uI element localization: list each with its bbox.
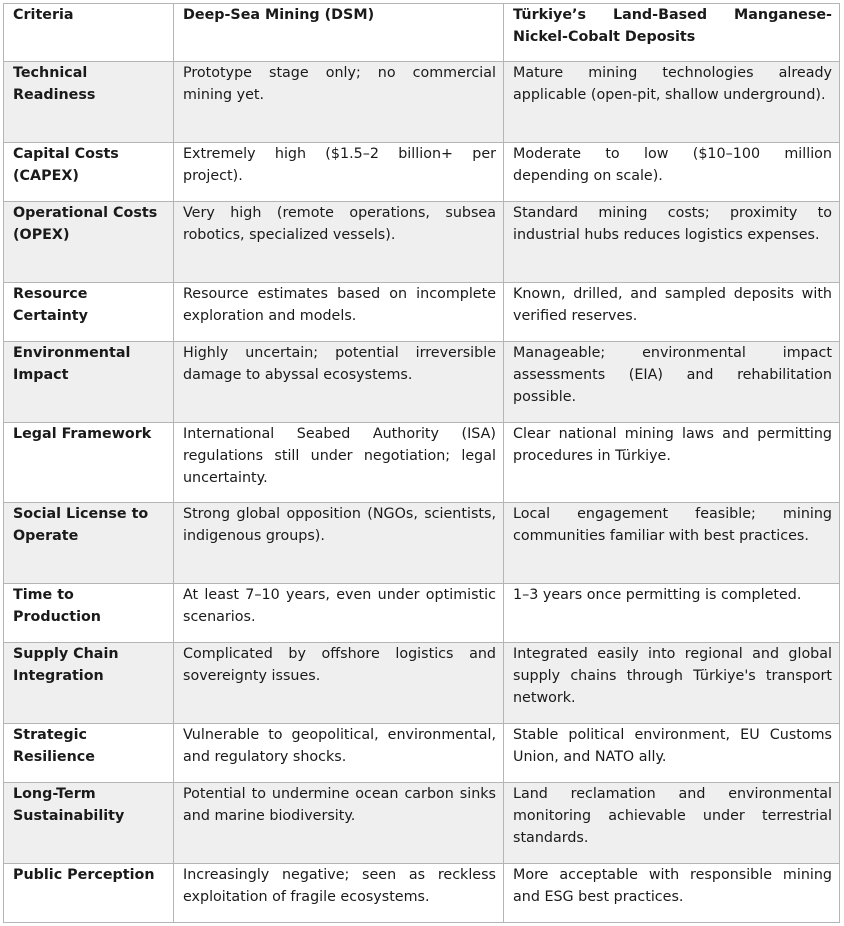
turkiye-cell: More acceptable with responsible mining and ESG best practices. — [504, 864, 840, 923]
turkiye-cell: Known, drilled, and sampled deposits with verified reserves. — [504, 283, 840, 342]
dsm-cell: Very high (remote operations, subsea robotics, specialized vessels). — [174, 202, 504, 283]
table-row — [4, 342, 840, 423]
turkiye-cell: Mature mining technologies already applicable (open-pit, shallow underground). — [504, 62, 840, 143]
turkiye-cell: Land reclamation and environmental monitoring achievable under terrestrial standards. — [504, 783, 840, 864]
table-row — [4, 783, 840, 864]
table-row — [4, 283, 840, 342]
dsm-cell: Strong global opposition (NGOs, scientists, indigenous groups). — [174, 503, 504, 584]
criteria-cell: Capital Costs (CAPEX) — [4, 143, 174, 202]
dsm-cell: International Seabed Authority (ISA) regulations still under negotiation; legal uncertainty. — [174, 423, 504, 503]
table-row — [4, 143, 840, 202]
dsm-cell: At least 7–10 years, even under optimistic scenarios. — [174, 584, 504, 643]
table-row — [4, 62, 840, 143]
turkiye-cell: Manageable; environmental impact assessments (EIA) and rehabilitation possible. — [504, 342, 840, 423]
turkiye-cell: Integrated easily into regional and global supply chains through Türkiye's transport network. — [504, 643, 840, 724]
dsm-cell: Resource estimates based on incomplete exploration and models. — [174, 283, 504, 342]
criteria-cell: Supply Chain Integration — [4, 643, 174, 724]
header-dsm: Deep-Sea Mining (DSM) — [174, 4, 504, 62]
criteria-cell: Technical Readiness — [4, 62, 174, 143]
header-criteria: Criteria — [4, 4, 174, 62]
table-row — [4, 423, 840, 503]
dsm-cell: Highly uncertain; potential irreversible damage to abyssal ecosystems. — [174, 342, 504, 423]
turkiye-cell: Stable political environment, EU Customs Union, and NATO ally. — [504, 724, 840, 783]
header-turkiye: Türkiye’s Land-Based Manganese-Nickel-Cobalt Deposits — [504, 4, 840, 62]
criteria-cell: Resource Certainty — [4, 283, 174, 342]
turkiye-cell: 1–3 years once permitting is completed. — [504, 584, 840, 643]
turkiye-cell: Moderate to low ($10–100 million depending on scale). — [504, 143, 840, 202]
dsm-cell: Extremely high ($1.5–2 billion+ per project). — [174, 143, 504, 202]
dsm-cell: Potential to undermine ocean carbon sinks and marine biodiversity. — [174, 783, 504, 864]
criteria-cell: Strategic Resilience — [4, 724, 174, 783]
comparison-table — [3, 3, 840, 923]
dsm-cell: Vulnerable to geopolitical, environmental, and regulatory shocks. — [174, 724, 504, 783]
criteria-cell: Time to Production — [4, 584, 174, 643]
criteria-cell: Social License to Operate — [4, 503, 174, 584]
turkiye-cell: Local engagement feasible; mining communities familiar with best practices. — [504, 503, 840, 584]
criteria-cell: Operational Costs (OPEX) — [4, 202, 174, 283]
dsm-cell: Prototype stage only; no commercial mining yet. — [174, 62, 504, 143]
table-row — [4, 864, 840, 923]
table-row — [4, 503, 840, 584]
criteria-cell: Environmental Impact — [4, 342, 174, 423]
table-row — [4, 202, 840, 283]
table-row — [4, 724, 840, 783]
table-row — [4, 643, 840, 724]
criteria-cell: Legal Framework — [4, 423, 174, 503]
criteria-cell: Long-Term Sustainability — [4, 783, 174, 864]
dsm-cell: Increasingly negative; seen as reckless exploitation of fragile ecosystems. — [174, 864, 504, 923]
criteria-cell: Public Perception — [4, 864, 174, 923]
turkiye-cell: Clear national mining laws and permitting procedures in Türkiye. — [504, 423, 840, 503]
header-row — [4, 4, 840, 62]
dsm-cell: Complicated by offshore logistics and sovereignty issues. — [174, 643, 504, 724]
turkiye-cell: Standard mining costs; proximity to industrial hubs reduces logistics expenses. — [504, 202, 840, 283]
table-row — [4, 584, 840, 643]
